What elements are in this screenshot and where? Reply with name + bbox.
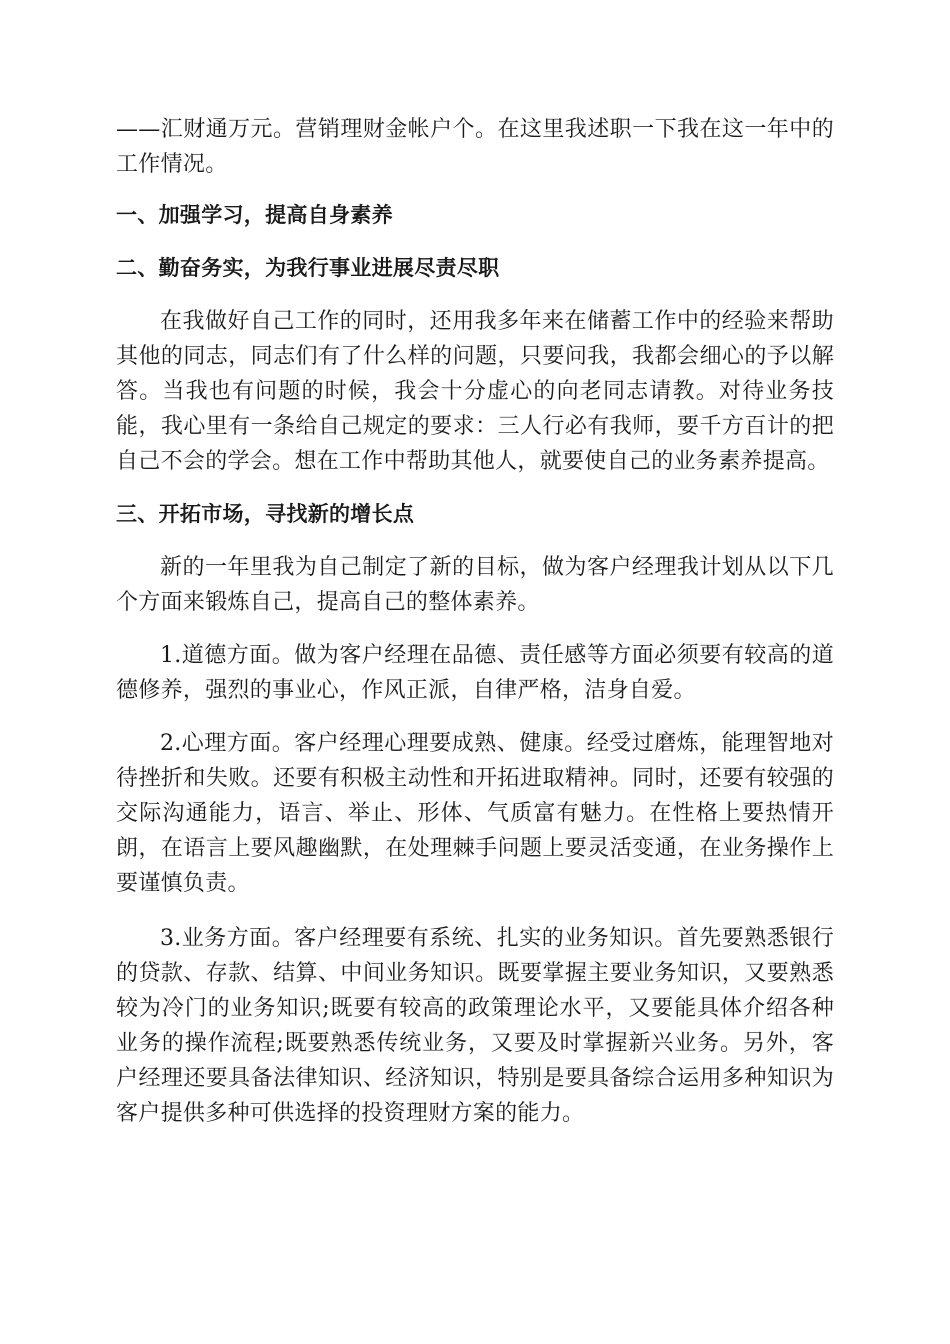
section-1-heading: 一、加强学习，提高自身素养 [116,203,393,227]
item-3-paragraph: 3.业务方面。客户经理要有系统、扎实的业务知识。首先要熟悉银行的贷款、存款、结算、中间业务知识。既要掌握主要业务知识，又要熟悉较为冷门的业务知识;既要有较高的政策理论水平，又要能具体介绍各种业务的操作流程;既要熟悉传统业务，又要及时掌握新兴业务。另外，客户经理还要具备法律知识、经济知识，特别是要具备综合运用多种知识为客户提供多种可供选择的投资理财方案的能力。 [116,926,834,1126]
item-2-paragraph: 2.心理方面。客户经理心理要成熟、健康。经受过磨炼，能理智地对待挫折和失败。还要有积极主动性和开拓进取精神。同时，还要有较强的交际沟通能力，语言、举止、形体、气质富有魅力。在性格上要热情开朗，在语言上要风趣幽默，在处理棘手问题上要灵活变通，在业务操作上要谨慎负责。 [116,731,834,896]
intro-paragraph: ——汇财通万元。营销理财金帐户个。在这里我述职一下我在这一年中的工作情况。 [116,117,834,177]
section-3-paragraph: 新的一年里我为自己制定了新的目标，做为客户经理我计划从以下几个方面来锻炼自己，提高自己的整体素养。 [116,555,834,615]
item-1-paragraph: 1.道德方面。做为客户经理在品德、责任感等方面必须要有较高的道德修养，强烈的事业心，作风正派，自律严格，洁身自爱。 [116,643,834,703]
document-body [116,112,834,1149]
section-2-paragraph: 在我做好自己工作的同时，还用我多年来在储蓄工作中的经验来帮助其他的同志，同志们有了什么样的问题，只要问我，我都会细心的予以解答。当我也有问题的时候，我会十分虚心的向老同志请教。对待业务技能，我心里有一条给自己规定的要求：三人行必有我师，要千方百计的把自己不会的学会。想在工作中帮助其他人，就要使自己的业务素养提高。 [116,309,834,474]
section-3-heading: 三、开拓市场，寻找新的增长点 [116,502,415,526]
section-2-heading: 二、勤奋务实，为我行事业进展尽责尽职 [116,256,500,280]
